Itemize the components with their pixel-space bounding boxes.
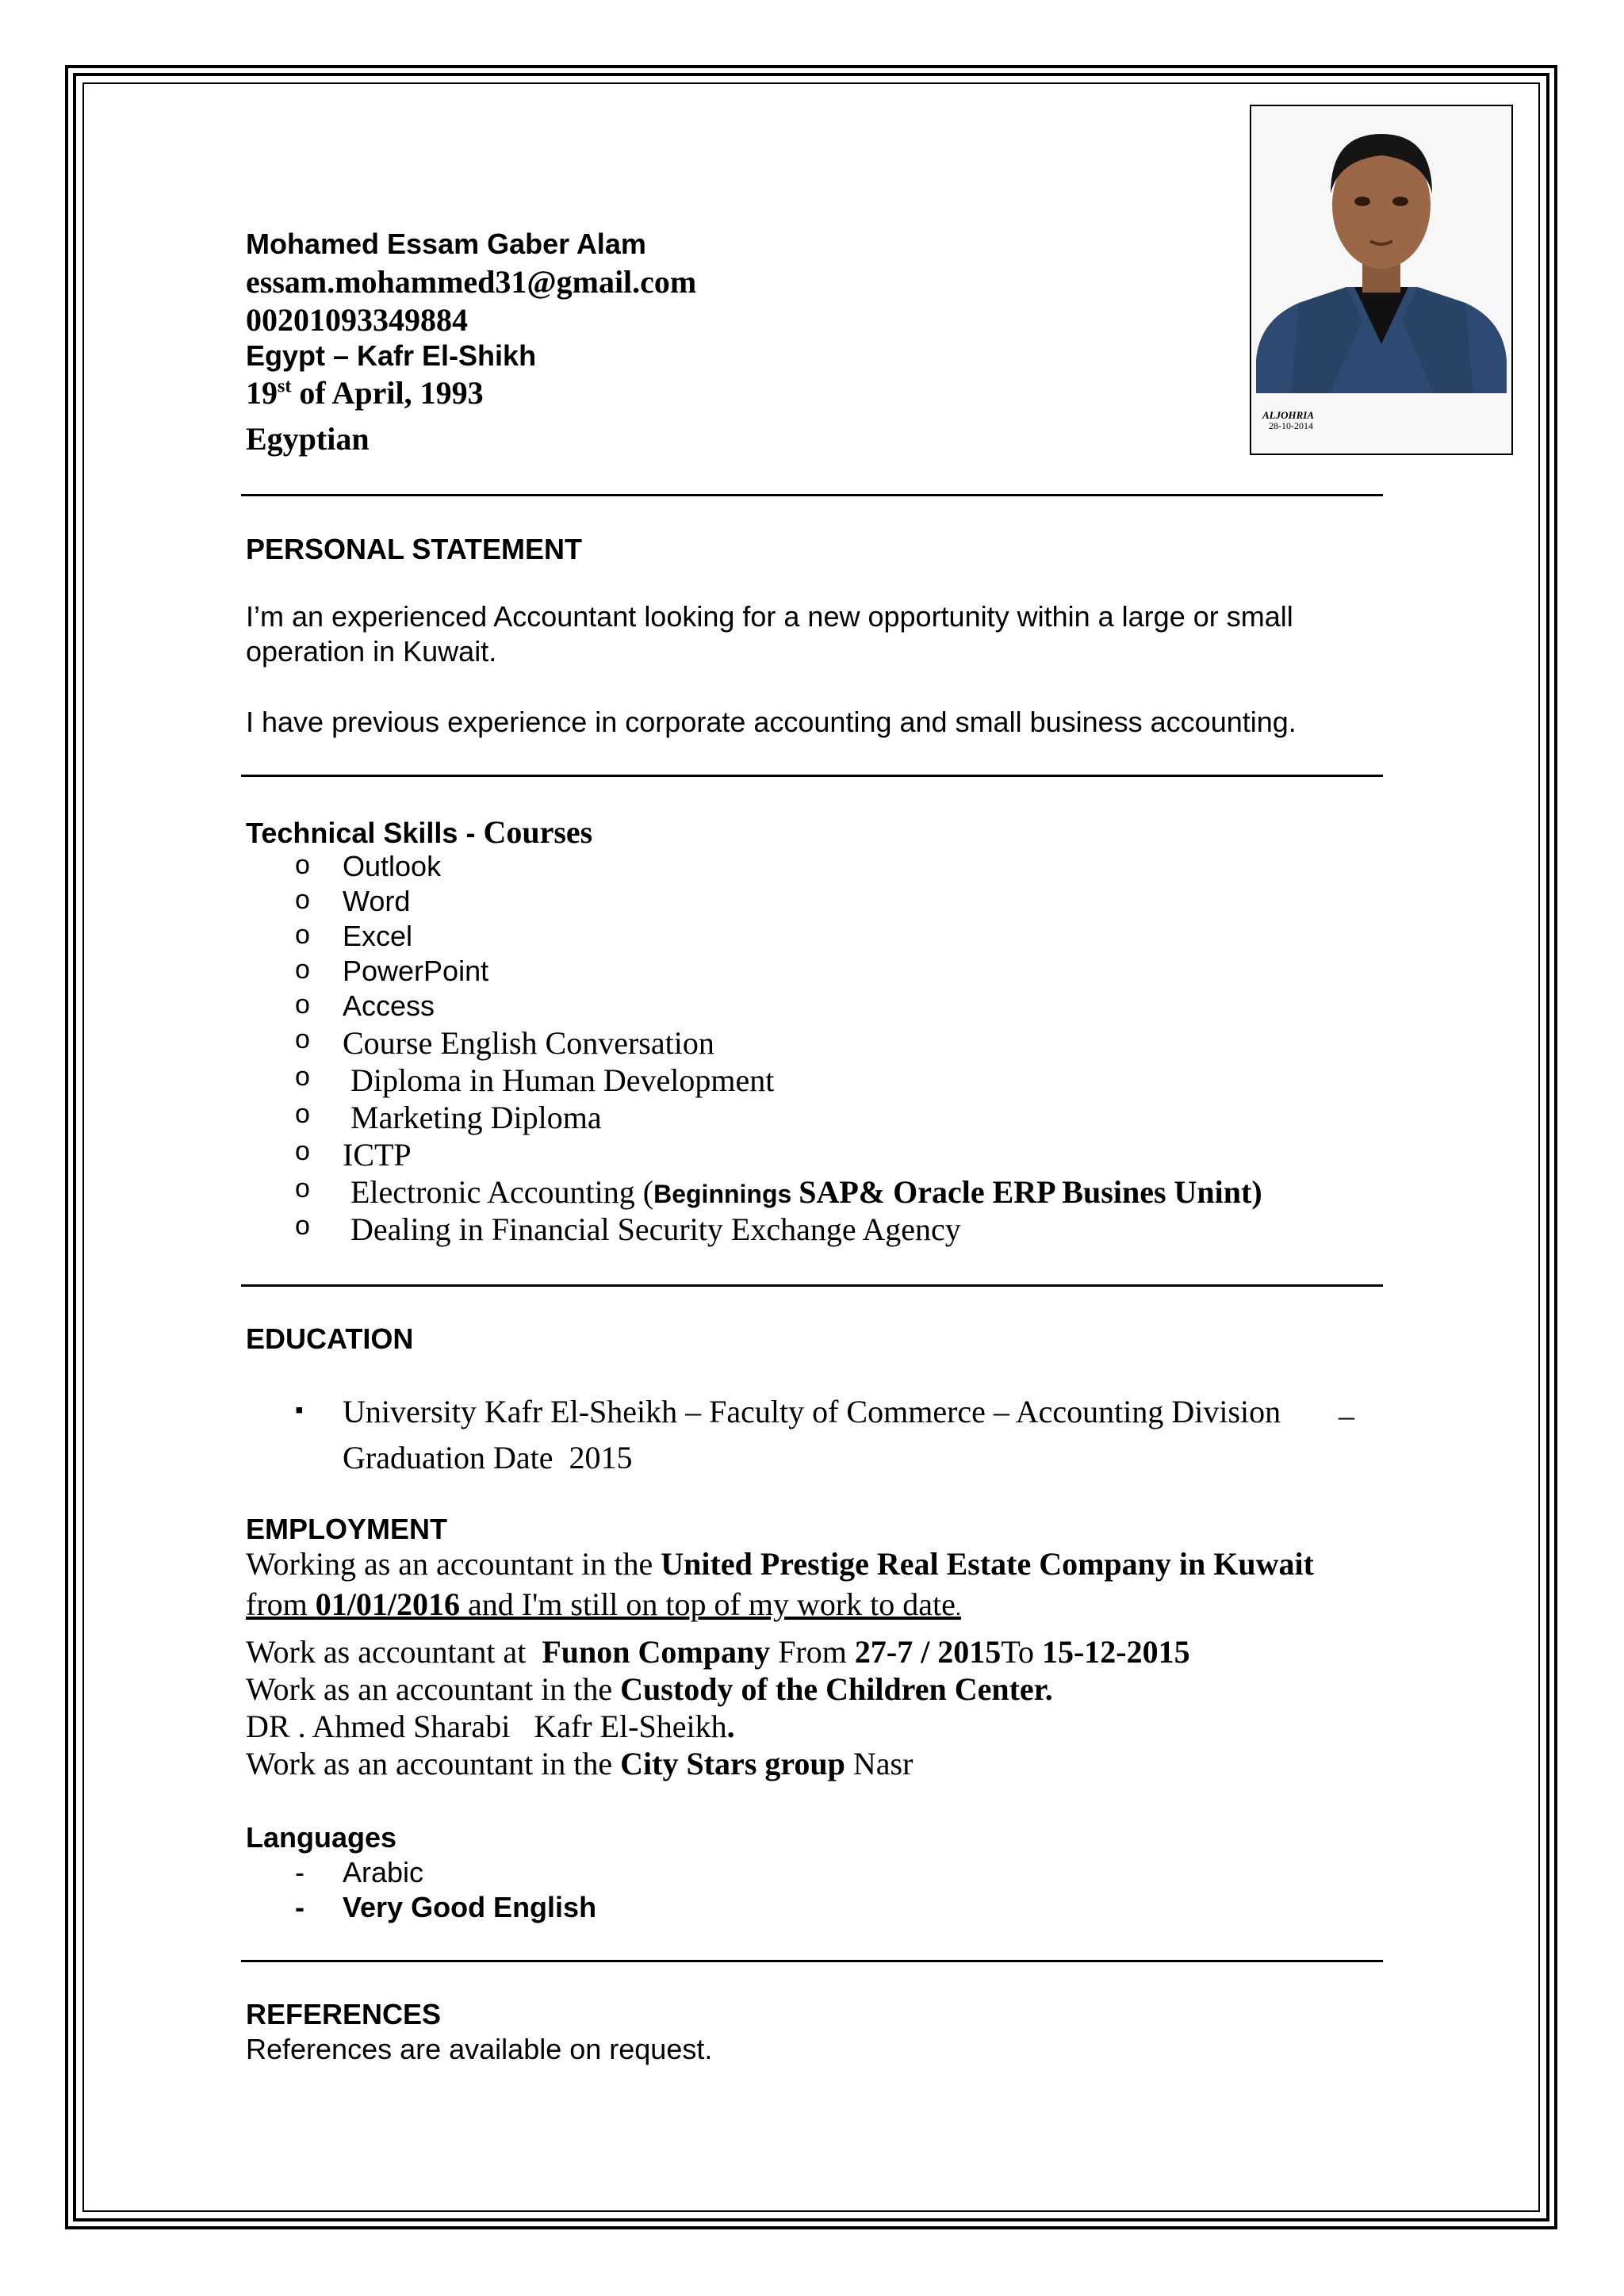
employer-name: City Stars group [620, 1746, 845, 1781]
education-bullet: ▪ [295, 1397, 304, 1423]
employment-end-date: 15-12-2015 [1041, 1634, 1190, 1670]
employment-text: Work as accountant at [246, 1634, 542, 1670]
references-heading: REFERENCES [246, 1998, 442, 2030]
skills-heading [246, 813, 592, 851]
language-item-english: Very Good English [343, 1891, 597, 1923]
bullet: o [295, 1173, 310, 1203]
divider-1 [241, 494, 1383, 496]
skill-label: Course English Conversation [343, 1025, 714, 1061]
references-text: References are available on request. [246, 2033, 713, 2065]
employment-text: Working as an accountant in the [246, 1546, 661, 1582]
skill-label: Dealing in Financial Security Exchange Agency [343, 1211, 961, 1247]
bullet: o [295, 1211, 310, 1241]
skill-label-small: Beginnings [653, 1180, 799, 1208]
skill-label: Excel [343, 920, 413, 952]
skill-label-prefix: Electronic Accounting ( [343, 1174, 654, 1210]
applicant-location: Egypt – Kafr El-Shikh [246, 339, 537, 372]
bullet: o [295, 1136, 310, 1166]
skill-label-electronic-accounting [343, 1173, 1262, 1211]
skills-heading-sans: Technical Skills - [246, 817, 484, 849]
bullet: o [295, 955, 310, 985]
skill-label: Marketing Diploma [343, 1100, 602, 1135]
bullet: o [295, 850, 310, 880]
applicant-email: essam.mohammed31@gmail.com [246, 264, 697, 300]
employment-text: Work as an accountant in the [246, 1746, 621, 1781]
skill-label: Outlook [343, 850, 442, 882]
employment-line5 [246, 1708, 735, 1745]
bullet: o [295, 1024, 310, 1054]
employment-line3 [246, 1633, 1190, 1670]
employer-name: Custody of the Children Center. [620, 1671, 1053, 1707]
education-line2: Graduation Date 2015 [343, 1440, 633, 1475]
skills-heading-serif: Courses [483, 814, 593, 850]
employment-line4 [246, 1670, 1053, 1708]
dob-rest: of April, 1993 [291, 375, 484, 411]
skill-label: PowerPoint [343, 955, 489, 987]
employment-text: To [1001, 1634, 1042, 1670]
employment-period: . [726, 1709, 735, 1744]
personal-statement-heading: PERSONAL STATEMENT [246, 533, 583, 565]
language-dash: - [295, 1891, 304, 1923]
employment-text: Work as an accountant in the [246, 1671, 621, 1707]
language-item-arabic: Arabic [343, 1856, 424, 1888]
languages-heading: Languages [246, 1821, 397, 1854]
bullet: o [295, 920, 310, 950]
skill-label: ICTP [343, 1137, 412, 1173]
applicant-nationality: Egyptian [246, 421, 370, 457]
employment-period: . [955, 1596, 961, 1621]
employment-start-date: 01/01/2016 [315, 1586, 460, 1622]
skill-label: Diploma in Human Development [343, 1062, 775, 1098]
photo-caption-date: 28-10-2014 [1269, 420, 1313, 431]
personal-statement-line1: I’m an experienced Accountant looking for a new opportunity within a large or small [246, 600, 1293, 633]
employment-line1 [246, 1545, 1314, 1582]
applicant-phone: 00201093349884 [246, 302, 468, 338]
bullet: o [295, 885, 310, 915]
applicant-name: Mohamed Essam Gaber Alam [246, 228, 646, 260]
divider-2 [241, 775, 1383, 777]
dob-day: 19 [246, 375, 278, 411]
skill-label: Word [343, 885, 411, 917]
bullet: o [295, 1062, 310, 1092]
divider-4 [241, 1960, 1383, 1962]
applicant-dob [246, 374, 484, 411]
divider-3 [241, 1284, 1383, 1287]
employment-line6 [246, 1745, 913, 1782]
portrait-image [1251, 106, 1511, 453]
employment-text: from [246, 1586, 316, 1622]
employment-start-date: 27-7 / 2015 [854, 1634, 1002, 1670]
applicant-photo [1250, 105, 1513, 455]
employer-name: United Prestige Real Estate Company in Kuwait [661, 1546, 1314, 1582]
education-line1: University Kafr El-Sheikh – Faculty of Commerce – Accounting Division [343, 1394, 1281, 1429]
education-dash: – [1339, 1398, 1354, 1433]
language-dash: - [295, 1856, 304, 1888]
employment-text: Nasr [845, 1746, 914, 1781]
photo-caption-studio: ALJOHRIA [1262, 409, 1315, 421]
employment-text: DR . Ahmed Sharabi Kafr El-Sheikh [246, 1709, 727, 1744]
personal-statement-line2: operation in Kuwait. [246, 635, 497, 668]
employment-text: From [770, 1634, 855, 1670]
bullet: o [295, 989, 310, 1020]
employment-heading: EMPLOYMENT [246, 1513, 448, 1545]
employment-line2 [246, 1586, 961, 1623]
employment-text: and I'm still on top of my work to date [460, 1586, 956, 1622]
employer-name: Funon Company [542, 1634, 771, 1670]
bullet: o [295, 1099, 310, 1129]
education-heading: EDUCATION [246, 1322, 414, 1355]
dob-suffix: st [278, 376, 292, 397]
skill-label-bold: SAP& Oracle ERP Busines Unint) [799, 1174, 1262, 1210]
skill-label: Access [343, 989, 435, 1022]
personal-statement-line3: I have previous experience in corporate accounting and small business accounting. [246, 706, 1297, 738]
